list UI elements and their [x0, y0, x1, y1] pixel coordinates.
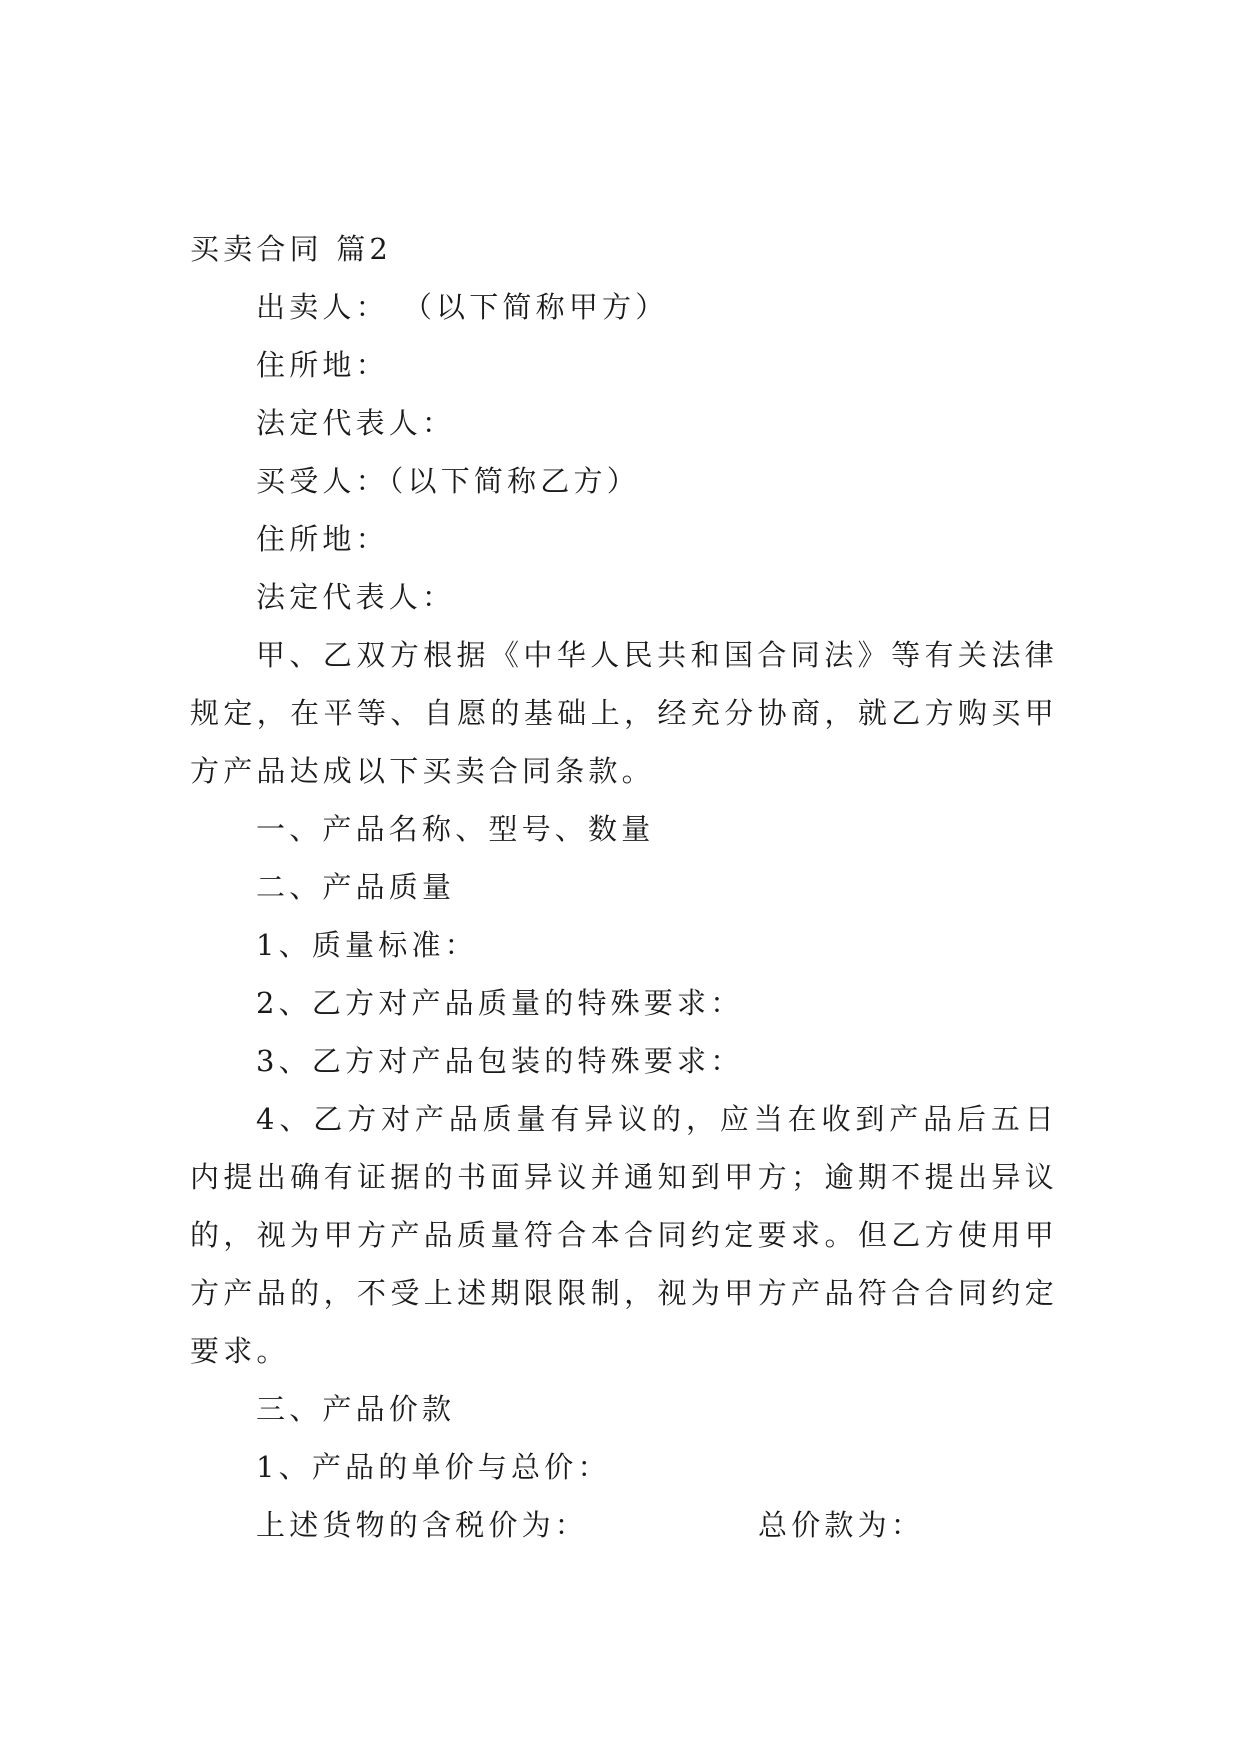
section-2-heading: 二、产品质量: [256, 870, 456, 904]
price-label: 上述货物的含税价为：: [256, 1508, 589, 1542]
seller-note: （以下简称甲方）: [402, 290, 669, 324]
section-2-item-3: 3、乙方对产品包装的特殊要求：: [256, 1044, 744, 1078]
section-3-item-1: 1、产品的单价与总价：: [256, 1450, 611, 1484]
buyer-address: 住所地：: [256, 522, 389, 556]
document-body: [190, 220, 1058, 1554]
seller-line: [190, 278, 1058, 336]
seller-address: 住所地：: [256, 348, 389, 382]
buyer-line: 买受人：（以下简称乙方）: [256, 464, 640, 498]
price-line: [190, 1496, 1058, 1554]
total-label: 总价款为：: [758, 1508, 925, 1542]
buyer-representative: 法定代表人：: [256, 580, 456, 614]
section-3-heading: 三、产品价款: [256, 1392, 456, 1426]
section-2-item-1: 1、质量标准：: [256, 928, 478, 962]
document-title: 买卖合同 篇2: [190, 232, 393, 266]
section-2-item-2: 2、乙方对产品质量的特殊要求：: [256, 986, 744, 1020]
section-1-heading: 一、产品名称、型号、数量: [256, 812, 655, 846]
seller-label: 出卖人：: [256, 290, 389, 324]
preamble-paragraph: 甲、乙双方根据《中华人民共和国合同法》等有关法律规定，在平等、自愿的基础上，经充分协商，就乙方购买甲方产品达成以下买卖合同条款。: [190, 638, 1058, 788]
section-2-item-4: 4、乙方对产品质量有异议的，应当在收到产品后五日内提出确有证据的书面异议并通知到甲方；逾期不提出异议的，视为甲方产品质量符合本合同约定要求。但乙方使用甲方产品的，不受上述期限限制，视为甲方产品符合合同约定要求。: [190, 1102, 1058, 1368]
seller-representative: 法定代表人：: [256, 406, 456, 440]
